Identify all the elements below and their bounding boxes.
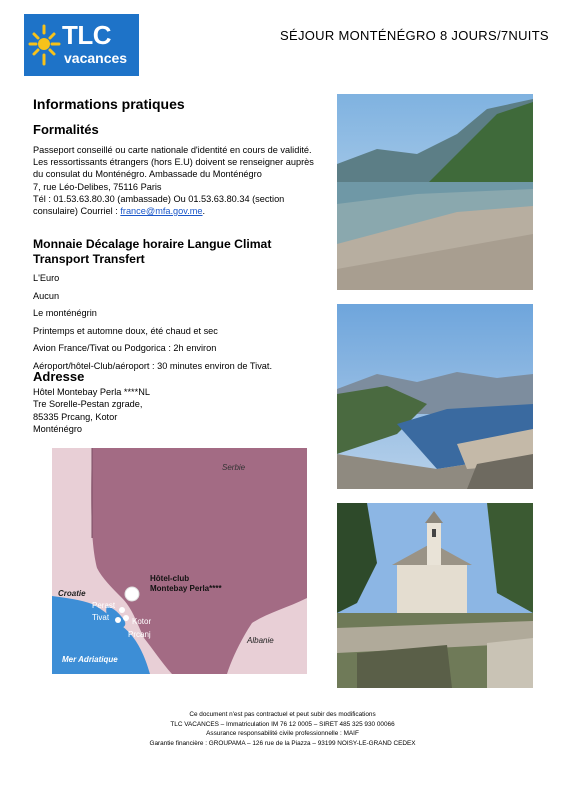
sun-palm-icon — [28, 22, 62, 68]
footer — [0, 710, 565, 748]
section-title: Informations pratiques — [33, 96, 185, 112]
formalites-text — [33, 144, 333, 217]
map-label-perast: Perast — [92, 601, 116, 610]
email-link[interactable]: france@mfa.gov.me — [120, 206, 203, 217]
adresse-line: 85335 Prcang, Kotor — [33, 411, 118, 422]
infos-list — [33, 270, 272, 376]
adresse-title: Adresse — [33, 369, 85, 384]
formalites-line: 7, rue Léo-Delibes, 75116 Paris — [33, 181, 162, 192]
list-item: Le monténégrin — [33, 308, 97, 319]
footer-line: TLC VACANCES – Immatriculation IM 76 12 0005 – SIRET 485 325 930 00066 — [170, 720, 395, 728]
location-map — [52, 448, 307, 674]
formalites-line: Tél : 01.53.63.80.30 (ambassade) Ou 01.53.63.80.34 (section — [33, 193, 285, 204]
list-item: Aucun — [33, 290, 60, 301]
map-label-hotel-1: Hôtel-club — [150, 574, 190, 583]
map-label-tivat: Tivat — [92, 613, 110, 622]
formalites-line: Les ressortissants étrangers (hors E.U) doivent se renseigner auprès — [33, 157, 314, 168]
adresse-text — [33, 386, 150, 435]
church-photo — [337, 503, 533, 688]
map-dot-icon — [123, 615, 129, 621]
adresse-line: Hôtel Montebay Perla ****NL — [33, 387, 150, 397]
list-item: L'Euro — [33, 273, 60, 283]
list-item: Avion France/Tivat ou Podgorica : 2h environ — [33, 343, 217, 354]
map-label-albanie: Albanie — [247, 636, 274, 645]
adresse-line: Tre Sorelle-Pestan zgrade, — [33, 399, 143, 410]
list-item: Printemps et automne doux, été chaud et sec — [33, 325, 218, 336]
map-label-hotel-2: Montebay Perla**** — [150, 584, 222, 593]
map-label-mer: Mer Adriatique — [62, 655, 118, 664]
bay-beach-photo — [337, 94, 533, 290]
formalites-line: du consulat du Monténégro. Ambassade du Monténégro — [33, 169, 262, 180]
kotor-bay-aerial-photo — [337, 304, 533, 489]
formalites-title: Formalités — [33, 122, 99, 137]
document-title: SÉJOUR MONTÉNÉGRO 8 JOURS/7NUITS — [280, 28, 549, 43]
hotel-marker-icon — [125, 587, 139, 601]
infos-title: Monnaie Décalage horaire Langue Climat Transport Transfert — [33, 237, 272, 266]
map-label-prcanj: Prcanj — [128, 630, 151, 639]
formalites-line: consulaire) Courriel : — [33, 206, 121, 217]
tlc-logo — [24, 14, 139, 76]
map-label-serbie: Serbie — [222, 463, 246, 472]
footer-line: Assurance responsabilité civile professionnelle : MAIF — [206, 730, 359, 738]
logo-sub: vacances — [64, 50, 128, 66]
email-suffix: . — [202, 206, 206, 217]
adresse-line: Monténégro — [33, 423, 83, 434]
map-label-croatie: Croatie — [58, 589, 86, 598]
footer-line: Garantie financière : GROUPAMA – 126 rue de la Piazza – 93199 NOISY-LE-GRAND CEDEX — [149, 739, 416, 747]
formalites-line: Passeport conseillé ou carte nationale d'identité en cours de validité. — [33, 145, 312, 155]
list-item: Aéroport/hôtel-Club/aéroport : 30 minutes environ de Tivat. — [33, 360, 273, 371]
logo-brand: TLC — [62, 20, 112, 50]
map-label-kotor: Kotor — [132, 617, 152, 626]
map-dot-icon — [115, 617, 121, 623]
formalites-line-email — [33, 205, 333, 217]
map-dot-icon — [119, 607, 125, 613]
footer-line: Ce document n'est pas contractuel et peut subir des modifications — [189, 711, 376, 718]
